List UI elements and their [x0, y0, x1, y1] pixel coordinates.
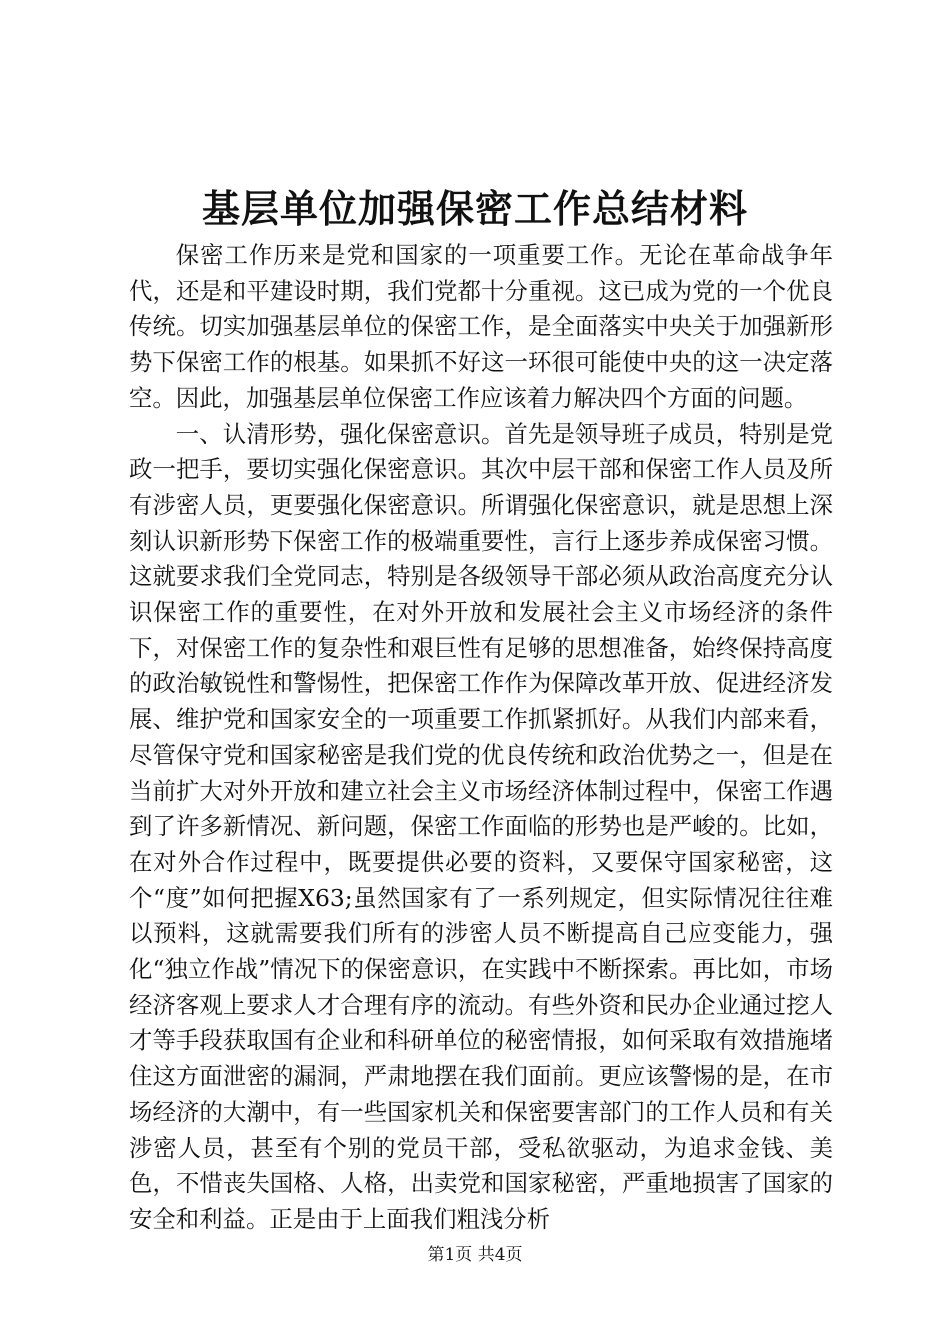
document-title: 基层单位加强保密工作总结材料: [201, 186, 748, 231]
paragraph-intro: 保密工作历来是党和国家的一项重要工作。无论在革命战争年代，还是和平建设时期，我们党都十分重视。这已成为党的一个优良传统。切实加强基层单位的保密工作，是全面落实中央关于加强新形势下保密工作的根基。如果抓不好这一环很可能使中央的这一决定落空。因此，加强基层单位保密工作应该着力解决四个方面的问题。: [129, 241, 833, 412]
document-body: [129, 238, 833, 1238]
page-number-footer: 第1页 共4页: [427, 1245, 523, 1265]
paragraph-section-one: 一、认清形势，强化保密意识。首先是领导班子成员，特别是党政一把手，要切实强化保密意识。其次中层干部和保密工作人员及所有涉密人员，更要强化保密意识。所谓强化保密意识，就是思想上深刻认识新形势下保密工作的极端重要性，言行上逐步养成保密习惯。这就要求我们全党同志，特别是各级领导干部必须从政治高度充分认识保密工作的重要性，在对外开放和发展社会主义市场经济的条件下，对保密工作的复杂性和艰巨性有足够的思想准备，始终保持高度的政治敏锐性和警惕性，把保密工作作为保障改革开放、促进经济发展、维护党和国家安全的一项重要工作抓紧抓好。从我们内部来看，尽管保守党和国家秘密是我们党的优良传统和政治优势之一，但是在当前扩大对外开放和建立社会主义市场经济体制过程中，保密工作遇到了许多新情况、新问题，保密工作面临的形势也是严峻的。比如，在对外合作过程中，既要提供必要的资料，又要保守国家秘密，这个“度”如何把握X63;虽然国家有了一系列规定，但实际情况往往难以预料，这就需要我们所有的涉密人员不断提高自己应变能力，强化“独立作战”情况下的保密意识，在实践中不断探索。再比如，市场经济客观上要求人才合理有序的流动。有些外资和民办企业通过挖人才等手段获取国有企业和科研单位的秘密情报，如何采取有效措施堵住这方面泄密的漏洞，严肃地摆在我们面前。更应该警惕的是，在市场经济的大潮中，有一些国家机关和保密要害部门的工作人员和有关涉密人员，甚至有个别的党员干部，受私欲驱动，为追求金钱、美色，不惜丧失国格、人格，出卖党和国家秘密，严重地损害了国家的安全和利益。正是由于上面我们粗浅分析: [129, 419, 833, 1233]
